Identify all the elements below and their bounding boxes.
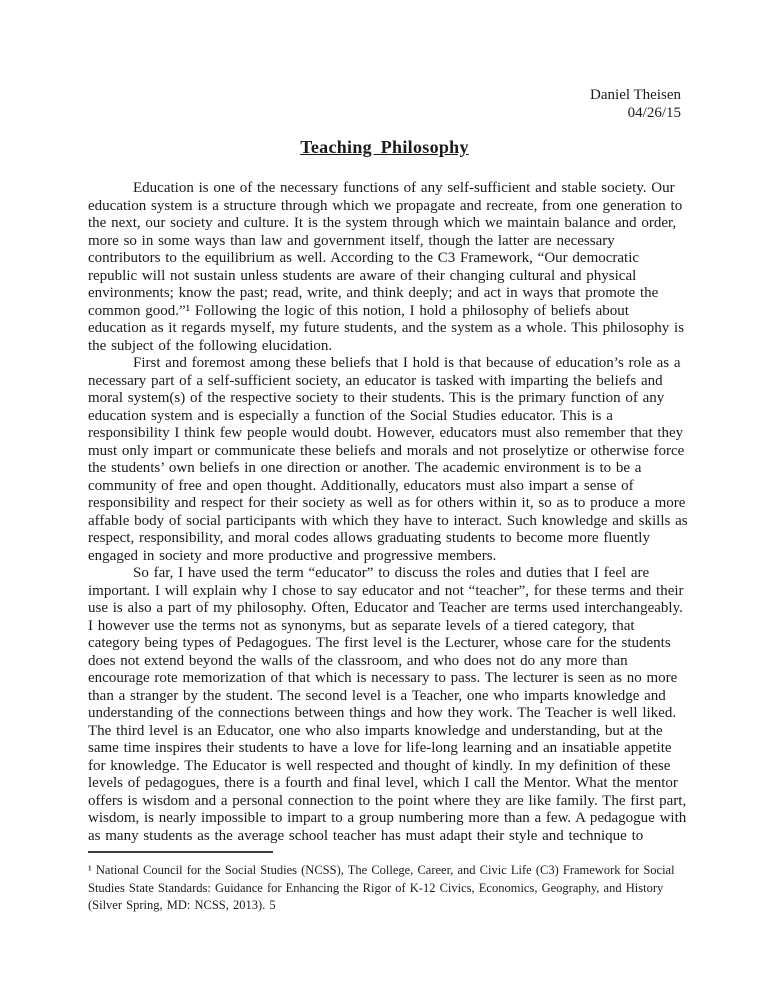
body-line: encourage rote memorization of that which is necessary to pass. The lecturer is seen as no more <box>88 670 678 686</box>
body-line: category being types of Pedagogues. The first level is the Lecturer, whose care for the students <box>88 635 671 651</box>
body-line: community of free and open thought. Additionally, educators must also impart a sense of <box>88 477 634 494</box>
footnote-separator <box>88 851 273 853</box>
body-line: does not extend beyond the walls of the classroom, and who does not do any more than <box>88 652 628 669</box>
body-line: important. I will explain why I chose to say educator and not “teacher”, for these terms and their <box>88 582 684 599</box>
body-line: the next, our society and culture. It is the system through which we maintain balance and order, <box>88 215 677 231</box>
body-line: responsibility I think few people would doubt. However, educators must also remember that they <box>88 425 684 441</box>
body-line: education as it regards myself, my future students, and the system as a whole. This philosophy is <box>88 320 685 336</box>
footnote-line: ¹ National Council for the Social Studies (NCSS), The College, Career, and Civic Life (C3) Framework for Social <box>88 863 675 877</box>
body-line: contributors to the equilibrium as well. According to the C3 Framework, “Our democratic <box>88 250 640 266</box>
document-header <box>88 87 681 122</box>
body-line: responsibility and respect for their society as well as for others within it, so as to produce a more <box>88 495 686 511</box>
essay-body <box>88 180 688 845</box>
body-line: education system is a structure through which we propagate and recreate, from one generation to <box>88 197 683 214</box>
author-name: Daniel Theisen <box>590 87 681 103</box>
body-line: than a stranger by the student. The second level is a Teacher, one who imparts knowledge and <box>88 687 666 704</box>
footnote-line: Studies State Standards: Guidance for Enhancing the Rigor of K-12 Civics, Economics, Geography, and History <box>88 880 664 895</box>
body-line: must only impart or communicate these beliefs and morals and not proselytize or otherwise force <box>88 442 685 459</box>
paragraph <box>88 565 687 845</box>
body-line: levels of pedagogues, there is a fourth and final level, which I call the Mentor. What the mentor <box>88 775 678 791</box>
footnote-line: (Silver Spring, MD: NCSS, 2013). 5 <box>88 898 276 912</box>
body-line: the students’ own beliefs in one direction or another. The academic environment is to be a <box>88 460 642 476</box>
body-line: understanding of the connections between things and how they work. The Teacher is well liked. <box>88 705 677 721</box>
body-line: affable body of social participants with which they have to interact. Such knowledge and skills as <box>88 512 688 529</box>
document-date: 04/26/15 <box>627 104 681 121</box>
body-line: same time inspires their students to have a love for life-long learning and an insatiable appetite <box>88 740 672 756</box>
body-line: wisdom, is nearly impossible to impart to a group numbering more than a few. A pedagogue with <box>88 810 687 826</box>
footnote <box>88 862 681 915</box>
body-line: So far, I have used the term “educator” to discuss the roles and duties that I feel are <box>133 565 650 581</box>
body-line: republic will not sustain unless students are aware of their changing cultural and physical <box>88 267 637 284</box>
body-line: First and foremost among these beliefs that I hold is that because of education’s role as a <box>133 355 681 371</box>
body-line: for knowledge. The Educator is well respected and thought of kindly. In my definition of these <box>88 757 671 774</box>
body-line: more so in some ways than law and government itself, though the latter are necessary <box>88 232 615 249</box>
body-line: respect, responsibility, and moral codes allows graduating students to become more fluently <box>88 530 650 546</box>
body-line: the subject of the following elucidation. <box>88 337 333 354</box>
body-line: education system and is especially a function of the Social Studies educator. This is a <box>88 407 613 424</box>
body-line: common good.”¹ Following the logic of this notion, I hold a philosophy of beliefs about <box>88 302 629 319</box>
body-line: The third level is an Educator, one who also imparts knowledge and understanding, but at the <box>88 722 663 739</box>
body-line: necessary part of a self-sufficient society, an educator is tasked with imparting the beliefs and <box>88 372 663 389</box>
body-line: offers is wisdom and a personal connection to the point where they are like family. The first part, <box>88 792 687 809</box>
body-line: I however use the terms not as synonyms, but as separate levels of a tiered category, that <box>88 617 635 634</box>
body-line: as many students as the average school teacher has must adapt their style and technique to <box>88 827 644 844</box>
body-line: Education is one of the necessary functions of any self-sufficient and stable society. Our <box>133 180 675 196</box>
body-line: environments; know the past; read, write, and think deeply; and act in ways that promote the <box>88 285 659 301</box>
paragraph <box>88 180 685 355</box>
body-line: engaged in society and more productive and progressive members. <box>88 547 497 564</box>
paragraph <box>88 355 688 565</box>
page-title: Teaching Philosophy <box>300 137 469 157</box>
body-line: use is also a part of my philosophy. Often, Educator and Teacher are terms used interchangeably. <box>88 600 683 616</box>
body-line: moral system(s) of the respective society to their students. This is the primary function of any <box>88 390 665 406</box>
